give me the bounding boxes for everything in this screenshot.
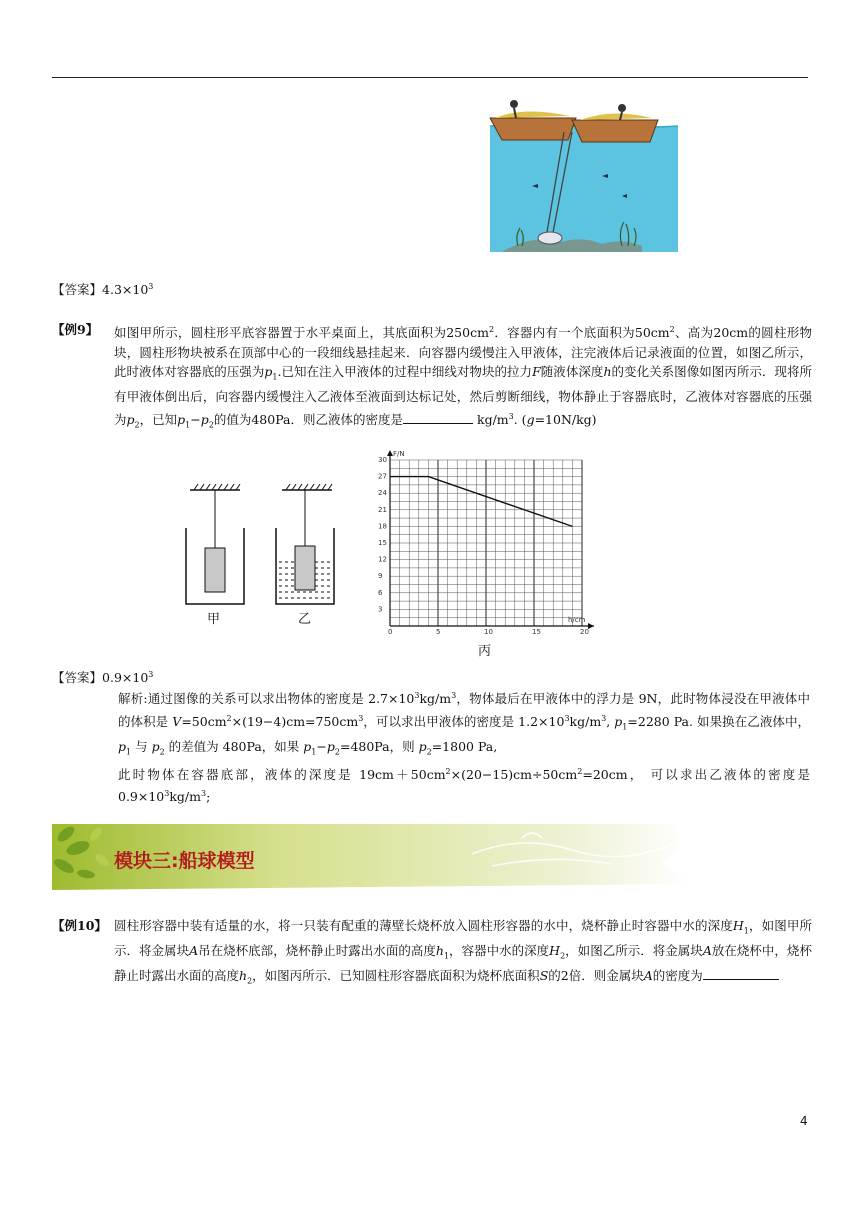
figure-jia — [180, 480, 250, 606]
x-tick-label: 0 — [388, 628, 393, 636]
x-tick-label: 20 — [580, 628, 589, 636]
y-axis-label: F/N — [393, 450, 405, 458]
figure-yi-label: 乙 — [298, 612, 312, 627]
y-tick-label: 30 — [378, 456, 387, 464]
x-tick-label: 10 — [484, 628, 493, 636]
analysis — [118, 686, 810, 807]
y-tick-label: 6 — [378, 588, 383, 597]
module-title: 模块三:船球模型 — [114, 850, 255, 872]
boat-illustration — [472, 96, 678, 252]
answer-value: 0.9×10 — [102, 670, 149, 686]
chart-bing — [362, 446, 612, 636]
chart-ticks — [378, 456, 589, 636]
answer-exponent: 3 — [148, 670, 154, 679]
answer-value: 4.3×10 — [102, 282, 149, 298]
y-tick-label: 27 — [378, 472, 387, 481]
header-rule — [52, 77, 808, 78]
page-number: 4 — [800, 1114, 808, 1128]
y-tick-label: 12 — [378, 555, 387, 564]
example-10 — [52, 916, 812, 991]
answer-label: 【答案】 — [52, 670, 103, 686]
answer-exponent: 3 — [148, 282, 154, 291]
analysis-paragraph-1: 解析:通过图像的关系可以求出物体的密度是 $2.7\times 10^3kg/m^3$，物体最后在甲液体中的浮力是 9N，此时物体浸没在甲液体中的体积是 $V=50cm^2\times(19-4)cm=750cm^3$，可以求出甲液体的密度是 $1.2\times 10^3kg/m^3$, $p_1=2280$ Pa. 如果换在乙液体中，$p_1$ 与 $p_2$ 的差值为 480Pa，如果 $p_1-p_2=480Pa$，则 $p_2=1800$ Pa, — [118, 691, 811, 757]
y-tick-label: 18 — [378, 522, 387, 531]
example-9 — [52, 320, 812, 435]
y-tick-label: 21 — [378, 505, 387, 514]
answer-label: 【答案】 — [52, 282, 103, 298]
analysis-paragraph-2: 此时物体在容器底部，液体的深度是 $19cm+50cm^2\times(20-15)cm\div 50cm^2=20cm$， 可以求出乙液体的密度是 $0.9\times 10^3kg/m^3$; — [118, 766, 810, 805]
x-tick-label: 5 — [436, 628, 441, 636]
x-axis-label: h/cm — [568, 616, 586, 624]
example-label: 【例10】 — [52, 918, 107, 933]
y-tick-label: 9 — [378, 572, 383, 581]
y-tick-label: 15 — [378, 539, 387, 547]
example-label: 【例9】 — [52, 322, 99, 337]
figure-yi — [270, 480, 340, 606]
figure-bing-label: 丙 — [478, 644, 492, 659]
example-text: 如图甲所示，圆柱形平底容器置于水平桌面上，其底面积为$250cm^2$．容器内有一个底面积为$50cm^2$、高为20cm的圆柱形物块，圆柱形物块被系在顶部中心的一段细线悬挂起来．向容器内缓慢注入甲液体，注完液体后记录液面的位置，如图乙所示，此时液体对容器底的压强为$p_1$.已知在注入甲液体的过程中细线对物块的拉力F随液体深度h的变化关系图像如图丙所示．现将所有甲液体倒出后，向容器内缓慢注入乙液体至液面到达标记处，然后剪断细线，物体静止于容器底时，乙液体对容器底的压强为$p_2$，已知$p_1-p_2$的值为480Pa．则乙液体的密度是 $kg/m^3$. (g=10N/kg) — [114, 325, 813, 430]
example-text: 圆柱形容器中装有适量的水，将一只装有配重的薄壁长烧杯放入圆柱形容器的水中，烧杯静止时容器中水的深度$H_1$，如图甲所示．将金属块A吊在烧杯底部，烧杯静止时露出水面的高度$h_1$，容器中水的深度$H_2$，如图乙所示．将金属块A放在烧杯中，烧杯静止时露出水面的高度$h_2$，如图丙所示．已知圆柱形容器底面积为烧杯底面积S的2倍．则金属块A的密度为 — [114, 918, 812, 986]
chart-grid — [390, 460, 582, 626]
y-tick-label: 3 — [378, 605, 383, 614]
y-tick-label: 24 — [378, 489, 387, 498]
figure-jia-label: 甲 — [207, 612, 221, 627]
answer-9 — [52, 666, 153, 687]
answer-8 — [52, 278, 153, 299]
x-tick-label: 15 — [532, 628, 541, 636]
